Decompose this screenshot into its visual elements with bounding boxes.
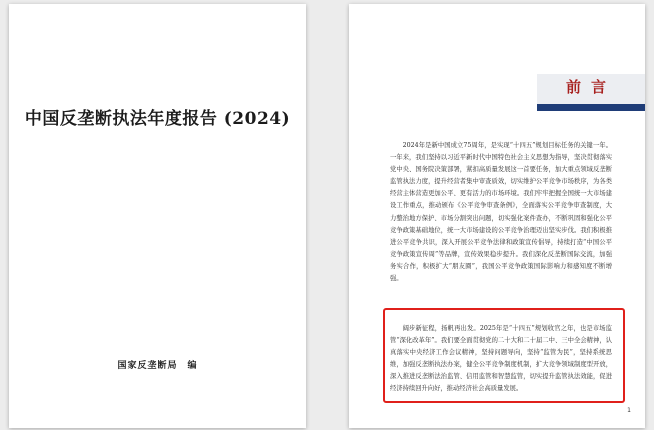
preface-page [349, 4, 645, 428]
cover-page [9, 4, 306, 428]
cover-publisher: 国家反垄断局 编 [117, 361, 198, 371]
cover-title: 中国反垄断执法年度报告 (2024) [24, 109, 291, 129]
preface-paragraph-2: 阔步新征程，扬帆再出发。2025年是“十四五”规划收官之年，也是市场监管“深化改革年”。我们要全面贯彻党的二十大和二十届二中、三中全会精神，认真落实中央经济工作会议精神，坚持问题导向，坚持“监管为民”，坚持系统思维，加强反垄断执法办案，健全公平竞争制度机制，扩大竞争领域制度型开放，深入推进反垄断法治监管、信用监管和智慧监管，切实提升监管执法效能，促进经济持续回升向好，推动经济社会高质量发展。 [390, 325, 612, 393]
preface-heading: 前言 [565, 78, 616, 96]
preface-heading-bar [537, 104, 645, 111]
highlight-box [383, 308, 625, 403]
preface-paragraph-1: 2024年是新中国成立75周年，是实现“十四五”规划目标任务的关键一年。一年来，我们坚持以习近平新时代中国特色社会主义思想为指导，坚决贯彻落实党中央、国务院决策部署，紧扣高质量发展这一首要任务，加大重点领域反垄断监管执法力度，提升经营者集中审查质效，切实维护公平竞争市场秩序，为各类经营主体营造更加公平、更有活力的市场环境。我们牢牢把握全国统一大市场建设工作重点，推动颁布《公平竞争审查条例》，全面落实公平竞争审查制度，大力整治地方保护、市场分割突出问题，切实强化案件查办，不断巩固和强化公平竞争政策基础地位，统一大市场建设的公平竞争治理迈出坚实步伐。我们积极推进公平竞争共识，深入开展公平竞争法律和政策宣传倡导，持续打造“中国公平竞争政策宣传周”等品牌，宣传效果稳步提升。我们深化反垄断国际交流，加强务实合作，积极扩大“朋友圈”，我国公平竞争政策国际影响力和感知度不断增强。 [390, 142, 612, 283]
page-number: 1 [627, 407, 631, 414]
